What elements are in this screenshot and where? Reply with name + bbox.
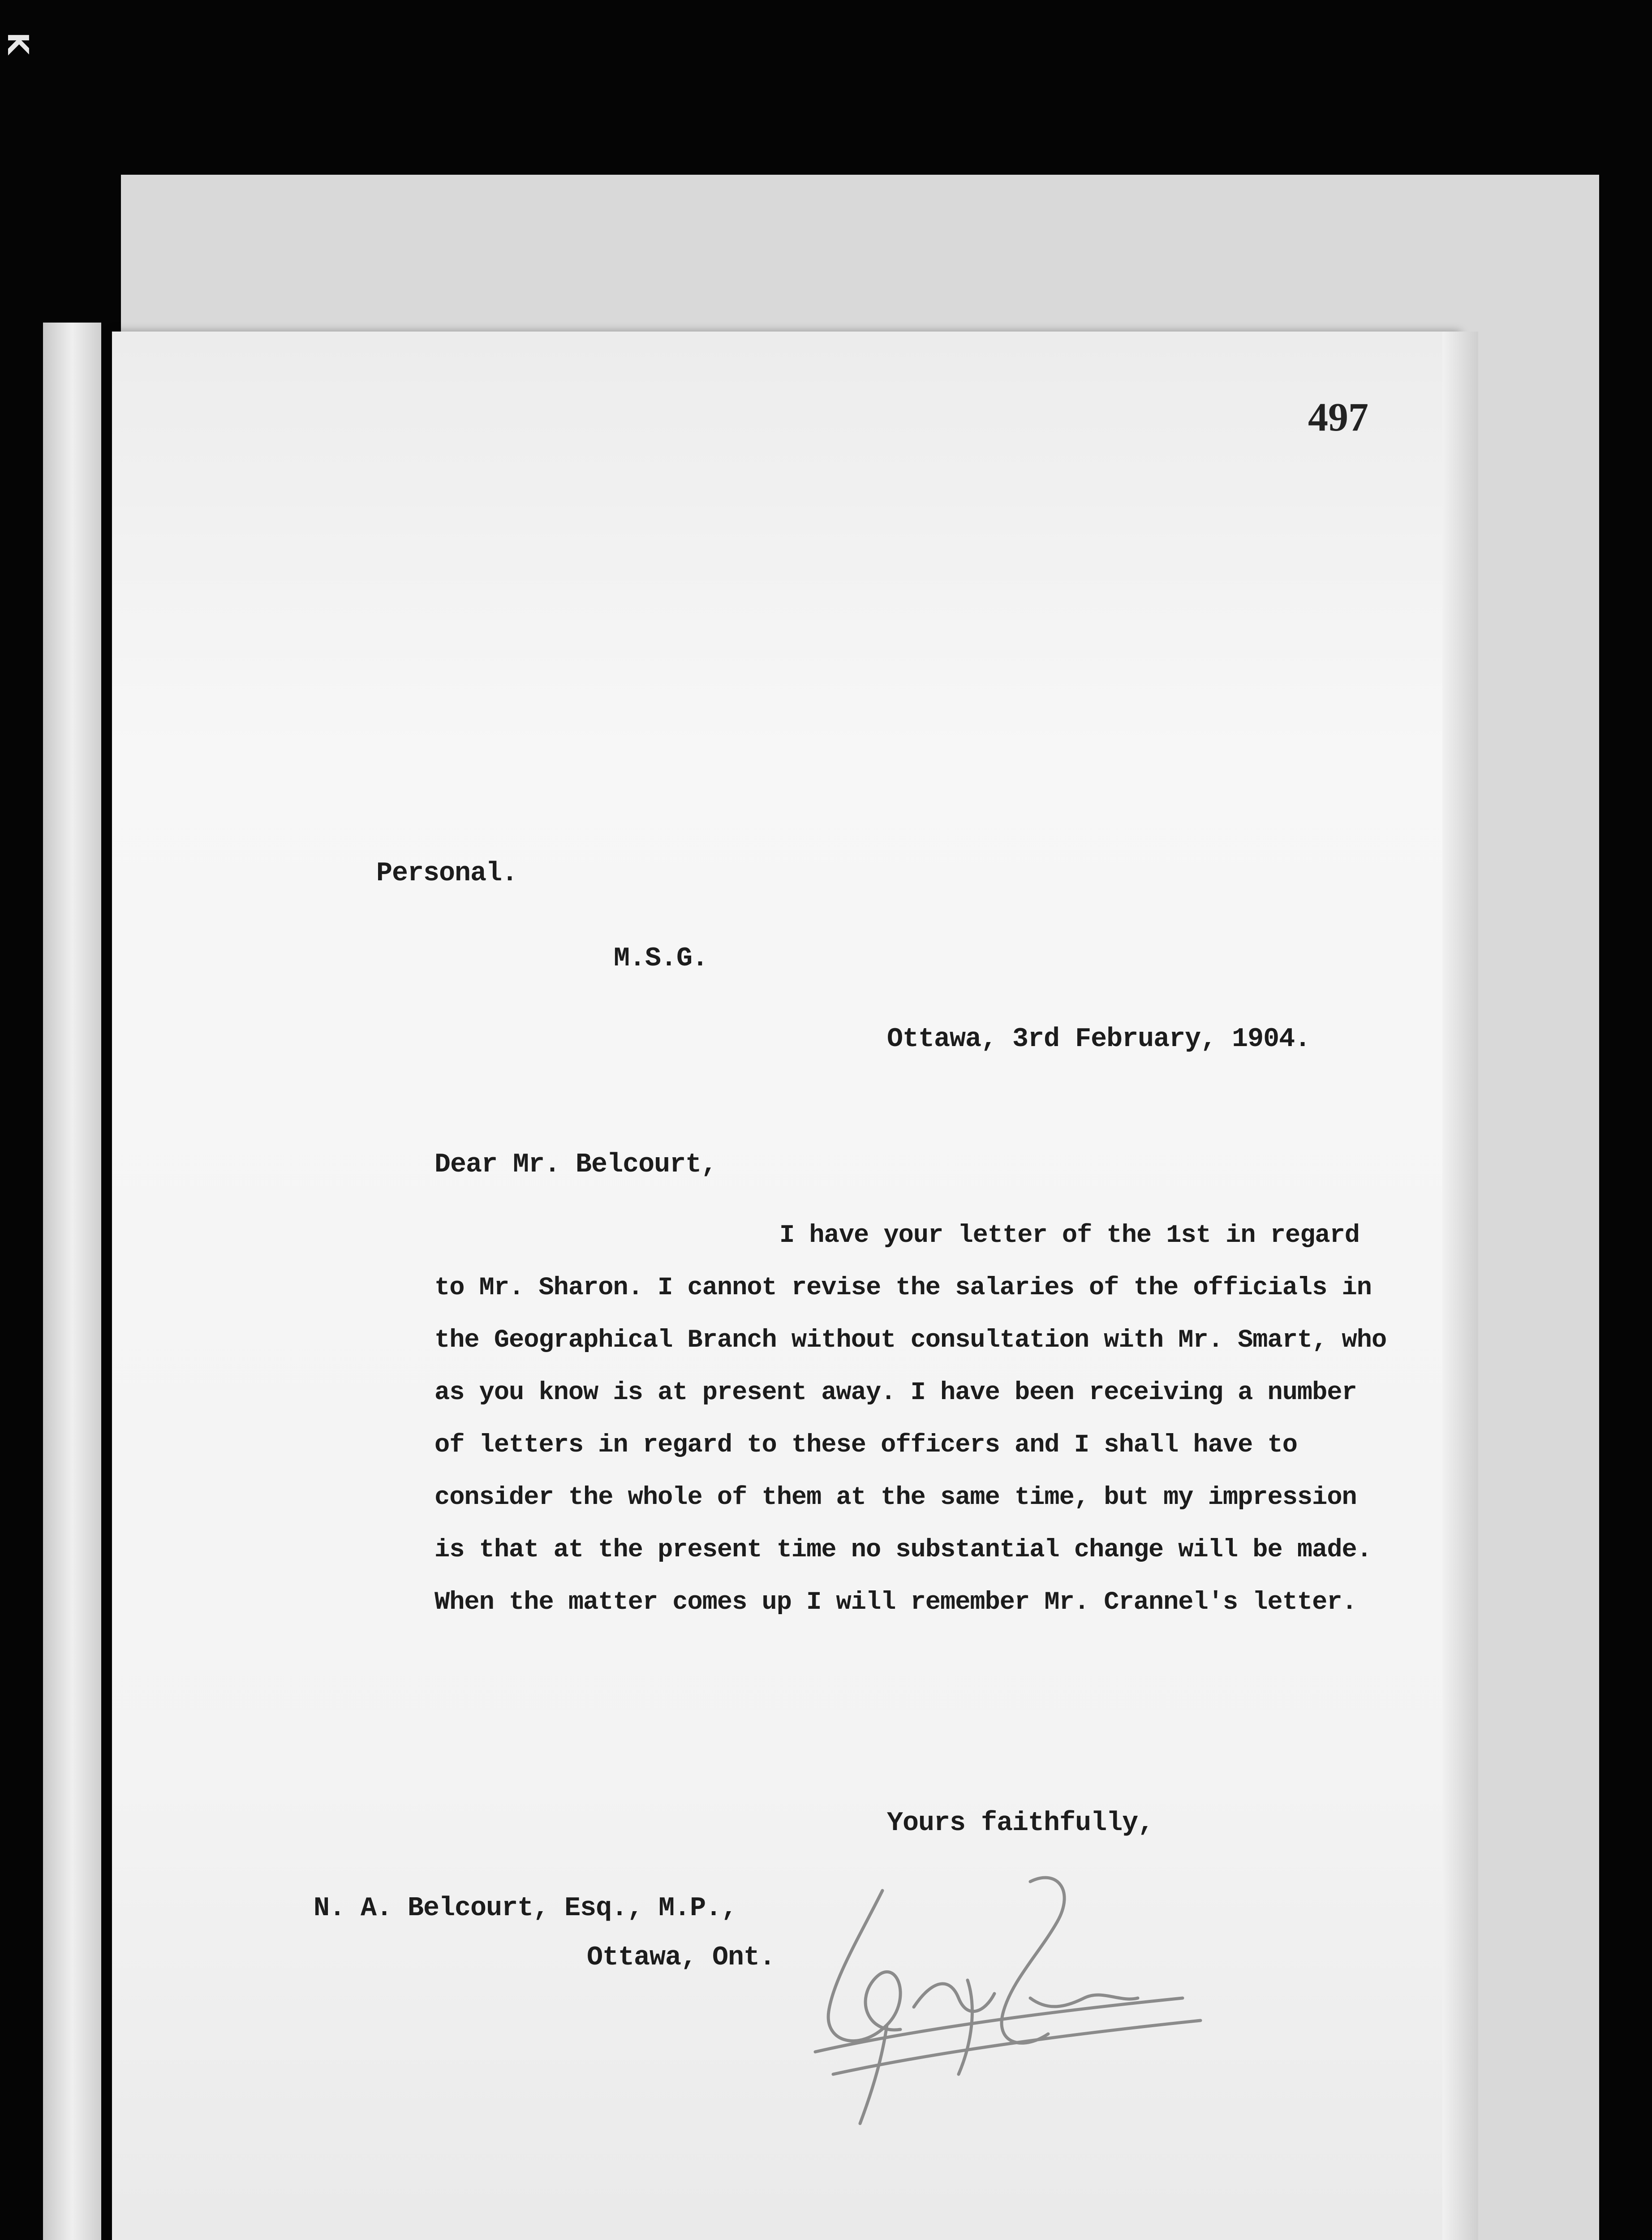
letter-marking: Personal. — [376, 858, 518, 889]
letter-body: I have your letter of the 1st in regard to Mr. Sharon. I cannot revise the salaries of the officials in the Geographical Branch without consultation with Mr. Smart, who as you know is at present away. I have been receiving a number of letters in regard to these officers and I shall have to consider the whole of them at the same time, but my impression is that at the present time no substantial change will be made. When the matter comes up I will remember Mr. Crannel's letter. — [435, 1221, 1387, 1617]
page-number: 497 — [1308, 395, 1368, 439]
handwritten-signature — [779, 1864, 1227, 2141]
letter-reference: M.S.G. — [614, 943, 708, 974]
letter-salutation: Dear Mr. Belcourt, — [435, 1150, 717, 1180]
letter-closing: Yours faithfully, — [887, 1808, 1154, 1839]
recipient-city: Ottawa, Ont. — [587, 1943, 775, 1973]
binding-strip — [43, 323, 101, 2240]
letter-dateline: Ottawa, 3rd February, 1904. — [887, 1024, 1311, 1055]
film-frame-marker: K — [0, 32, 34, 55]
recipient-name: N. A. Belcourt, Esq., M.P., — [314, 1893, 737, 1924]
torn-sheet-edge — [1442, 332, 1478, 2240]
